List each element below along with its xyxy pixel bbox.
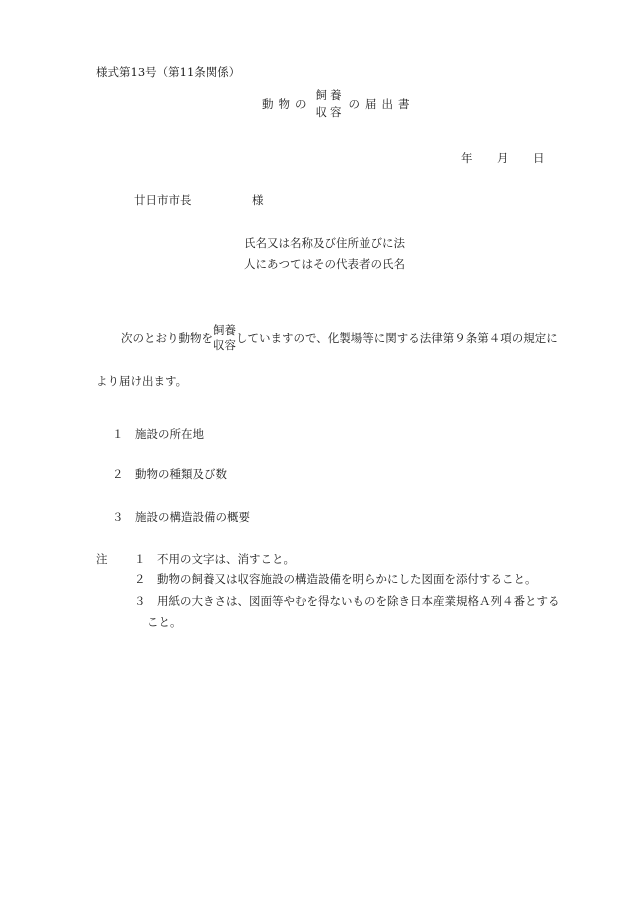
body-lead: 次のとおり動物を [121,331,213,345]
date-day-label: 日 [533,151,545,165]
item-label-facility-structure: 施設の構造設備の概要 [135,510,250,524]
note-number: ３ [134,594,146,608]
item-number: ２ [112,467,124,481]
item-label-facility-location: 施設の所在地 [135,427,204,441]
item-number: ３ [112,510,124,524]
body-option-housing: 収容 [213,338,236,352]
note-text-continuation: こと。 [147,615,182,629]
title-stacked-options [316,87,345,121]
body-option-keeping: 飼養 [213,323,236,337]
note-text: 用紙の大きさは、図面等やむを得ないものを除き日本産業規格Ａ列４番とする [157,594,560,608]
document-title [262,87,415,121]
title-option-keeping: 飼養 [315,88,345,102]
item-number: １ [112,427,124,441]
title-prefix: 動物の [262,97,312,111]
note-number: ２ [134,572,146,586]
notes-heading: 注 [96,552,108,566]
title-suffix: の届出書 [348,97,415,111]
note-text: 動物の飼養又は収容施設の構造設備を明らかにした図面を添付すること。 [157,572,537,586]
note-number: １ [134,552,146,566]
applicant-label-line1: 氏名又は名称及び住所並びに法 [244,236,405,250]
addressee-honorific: 様 [252,193,264,207]
item-label-animal-types: 動物の種類及び数 [135,467,227,481]
title-option-housing: 収容 [315,105,345,119]
date-month-label: 月 [497,151,509,165]
form-number: 様式第13号（第11条関係） [96,65,241,79]
body-sentence [121,323,558,353]
body-rest: していますので、化製場等に関する法律第９条第４項の規定に [236,331,558,345]
addressee-name: 廿日市市長 [134,193,192,207]
applicant-label-line2: 人にあつてはその代表者の氏名 [244,257,405,271]
body-stacked-options [213,323,236,353]
body-continuation: より届け出ます。 [96,374,188,388]
note-text: 不用の文字は、消すこと。 [157,552,295,566]
date-year-label: 年 [461,151,473,165]
